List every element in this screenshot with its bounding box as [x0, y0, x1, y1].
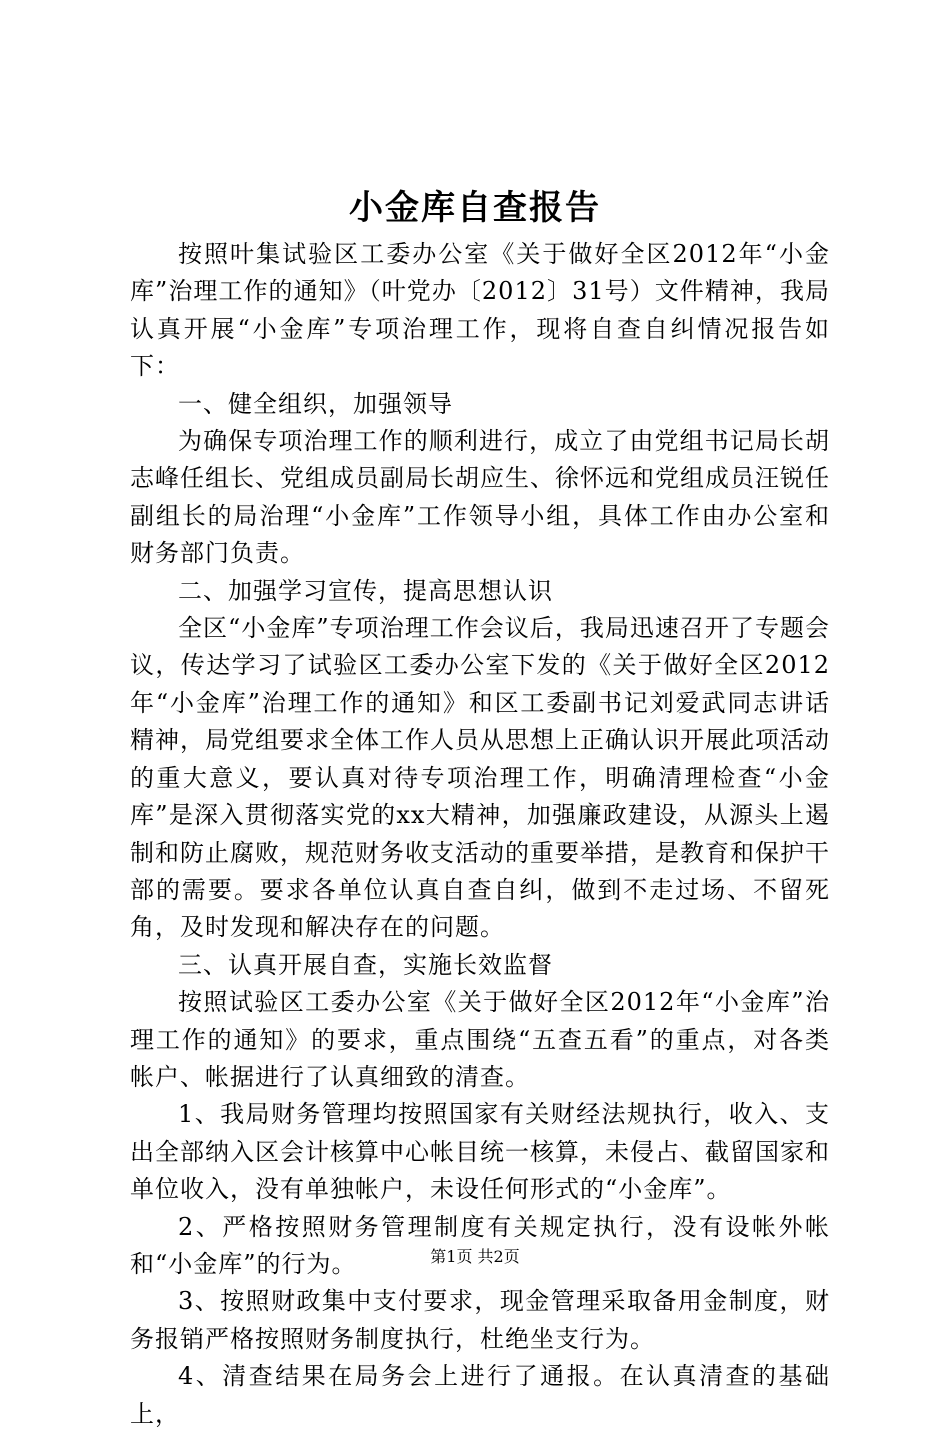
section-3-paragraph: 按照试验区工委办公室《关于做好全区2012年“小金库”治理工作的通知》的要求，重点围绕“五查五看”的重点，对各类帐户、帐据进行了认真细致的清查。: [130, 988, 830, 1091]
list-item-2: 2、严格按照财务管理制度有关规定执行，没有设帐外帐和“小金库”的行为。: [130, 1212, 830, 1278]
intro-paragraph: 按照叶集试验区工委办公室《关于做好全区2012年“小金库”治理工作的通知》（叶党办〔2012〕31号）文件精神，我局认真开展“小金库”专项治理工作，现将自查自纠情况报告如下：: [130, 240, 830, 381]
section-heading-1: 一、健全组织，加强领导: [178, 389, 453, 418]
section-1-paragraph: 为确保专项治理工作的顺利进行，成立了由党组书记局长胡志峰任组长、党组成员副局长胡应生、徐怀远和党组成员汪锐任副组长的局治理“小金库”工作领导小组，具体工作由办公室和财务部门负责。: [130, 427, 830, 568]
document-title: 小金库自查报告: [349, 188, 601, 228]
section-heading-2: 二、加强学习宣传，提高思想认识: [178, 576, 553, 605]
page-number-footer: 第1页 共2页: [430, 1247, 520, 1266]
list-item-3: 3、按照财政集中支付要求，现金管理采取备用金制度，财务报销严格按照财务制度执行，杜绝坐支行为。: [130, 1287, 830, 1353]
list-item-4: 4、清查结果在局务会上进行了通报。在认真清查的基础上，: [130, 1362, 830, 1428]
section-2-paragraph: 全区“小金库”专项治理工作会议后，我局迅速召开了专题会议，传达学习了试验区工委办公室下发的《关于做好全区2012年“小金库”治理工作的通知》和区工委副书记刘爱武同志讲话精神，局党组要求全体工作人员从思想上正确认识开展此项活动的重大意义，要认真对待专项治理工作，明确清理检查“小金库”是深入贯彻落实党的xx大精神，加强廉政建设，从源头上遏制和防止腐败，规范财务收支活动的重要举措，是教育和保护干部的需要。要求各单位认真自查自纠，做到不走过场、不留死角，及时发现和解决存在的问题。: [130, 614, 830, 942]
list-item-1: 1、我局财务管理均按照国家有关财经法规执行，收入、支出全部纳入区会计核算中心帐目统一核算，未侵占、截留国家和单位收入，没有单独帐户，未设任何形式的“小金库”。: [130, 1100, 830, 1204]
section-heading-3: 三、认真开展自查，实施长效监督: [178, 950, 553, 979]
